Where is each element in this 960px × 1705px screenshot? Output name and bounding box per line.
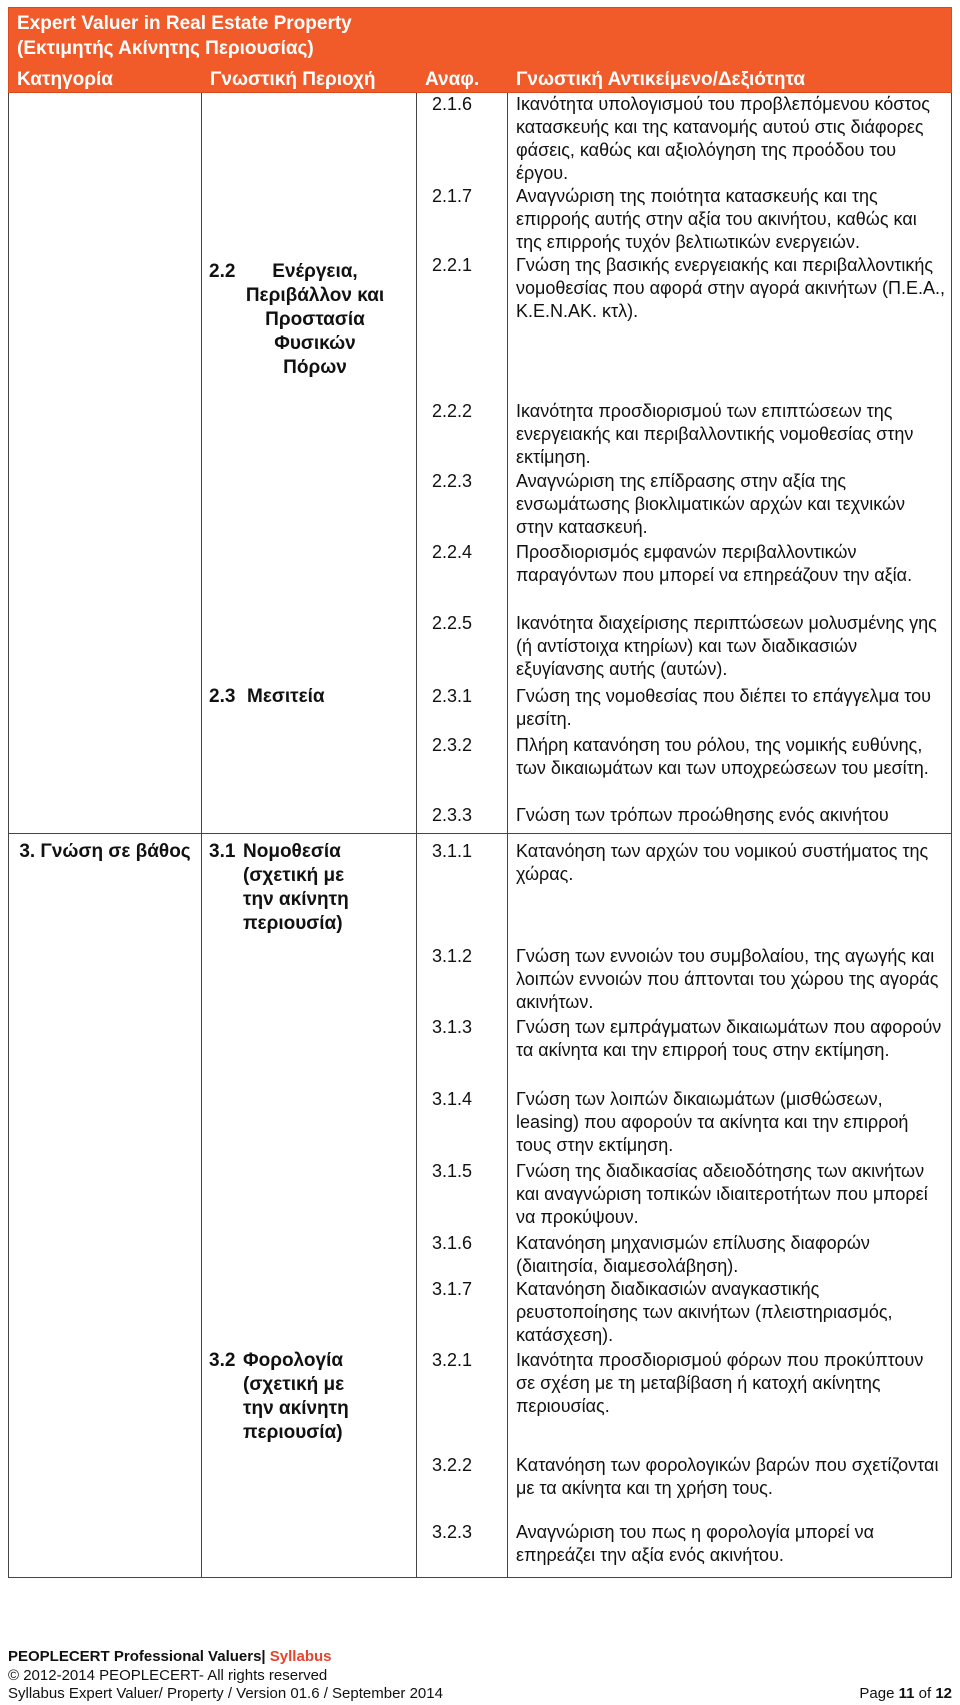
column-header-category: Κατηγορία — [17, 69, 113, 90]
ref-2-1-6: 2.1.6 — [432, 94, 473, 114]
column-header-skill: Γνωστική Αντικείμενο/Δεξιότητα — [516, 69, 806, 90]
ref-3-1-2: 3.1.2 — [432, 946, 473, 966]
area-title: Μεσιτεία — [247, 686, 325, 707]
skill-text: Ικανότητα προσδιορισμού φόρων που προκύπτουν σε σχέση με τη μεταβίβαση ή κατοχή ακίνητης περιουσίας. — [516, 1350, 924, 1416]
column-divider — [507, 93, 508, 1578]
page-number — [859, 1685, 952, 1703]
footer-syllabus-label: Syllabus — [269, 1648, 332, 1665]
document-title-line-2: (Εκτιμητής Ακίνητης Περιουσίας) — [17, 38, 314, 59]
ref-3-2-1: 3.2.1 — [432, 1350, 473, 1370]
skill-text: Γνώση των εννοιών του συμβολαίου, της αγωγής και λοιπών εννοιών που άπτονται του χώρου της αγοράς ακινήτων. — [516, 946, 939, 1012]
category-divider — [8, 833, 952, 834]
page-current: 11 — [898, 1685, 915, 1702]
area-title: Ενέργεια, Περιβάλλον και Προστασία Φυσικών Πόρων — [245, 261, 385, 378]
skill-text: Γνώση των εμπράγματων δικαιωμάτων που αφορούν τα ακίνητα και την επιρροή τους στην εκτίμηση. — [516, 1017, 942, 1060]
ref-3-1-7: 3.1.7 — [432, 1279, 473, 1299]
skill-text: Γνώση των τρόπων προώθησης ενός ακινήτου — [516, 805, 889, 825]
skill-text: Αναγνώριση της επίδρασης στην αξία της ενσωμάτωσης βιοκλιματικών αρχών και τεχνικών στην κατασκευή. — [516, 471, 906, 537]
area-2-2 — [209, 260, 409, 385]
area-number: 3.2 — [209, 1350, 236, 1371]
area-2-3 — [209, 685, 409, 715]
table-border-bottom — [8, 1577, 952, 1578]
ref-3-1-4: 3.1.4 — [432, 1089, 473, 1109]
skill-text: Πλήρη κατανόηση του ρόλου, της νομικής ευθύνης, των δικαιωμάτων και των υποχρεώσεων του μεσίτη. — [516, 735, 929, 778]
skill-text: Προσδιορισμός εμφανών περιβαλλοντικών παραγόντων που μπορεί να επηρεάζουν την αξία. — [516, 542, 913, 585]
skill-text: Κατανόηση μηχανισμών επίλυσης διαφορών (διαιτησία, διαμεσολάβηση). — [516, 1233, 870, 1276]
ref-3-1-3: 3.1.3 — [432, 1017, 473, 1037]
footer-version: Syllabus Expert Valuer/ Property / Version 01.6 / September 2014 — [8, 1685, 443, 1702]
document-title-line-1: Expert Valuer in Real Estate Property — [17, 13, 352, 34]
ref-3-1-1: 3.1.1 — [432, 841, 473, 861]
ref-2-2-1: 2.2.1 — [432, 255, 473, 275]
skill-text: Ικανότητα υπολογισμού του προβλεπόμενου κόστος κατασκευής και της κατανομής αυτού στις διάφορες φάσεις, καθώς και αξιολόγηση της προόδου του έργου. — [516, 94, 930, 183]
skill-text: Ικανότητα διαχείρισης περιπτώσεων μολυσμένης γης (ή αντίστοιχα κτηρίων) και των διαδικασιών εξυγίανσης αυτής (αυτών). — [516, 613, 937, 679]
ref-2-2-4: 2.2.4 — [432, 542, 473, 562]
column-divider — [416, 93, 417, 1578]
skill-text: Αναγνώριση του πως η φορολογία μπορεί να επηρεάζει την αξία ενός ακινήτου. — [516, 1522, 875, 1565]
document-title — [17, 11, 352, 61]
ref-3-1-6: 3.1.6 — [432, 1233, 473, 1253]
skill-text: Κατανόηση διαδικασιών αναγκαστικής ρευστοποίησης των ακινήτων (πλειστηριασμός, κατάσχεση). — [516, 1279, 893, 1345]
area-number: 3.1 — [209, 841, 236, 862]
table-border-right — [951, 93, 952, 1578]
footer-copyright: © 2012-2014 PEOPLECERT- All rights reserved — [8, 1667, 328, 1684]
skill-text: Γνώση της διαδικασίας αδειοδότησης των ακινήτων και αναγνώριση τοπικών ιδιαιτεροτήτων που μπορεί να προκύψουν. — [516, 1161, 928, 1227]
ref-2-2-5: 2.2.5 — [432, 613, 473, 633]
page-of: of — [914, 1685, 936, 1702]
ref-3-2-2: 3.2.2 — [432, 1455, 473, 1475]
category-3-label: 3. Γνώση σε βάθος — [19, 841, 191, 862]
page-label: Page — [859, 1685, 899, 1702]
area-number: 2.2 — [209, 261, 236, 282]
area-title: Νομοθεσία (σχετική με την ακίνητη περιουσία) — [243, 841, 349, 934]
column-header-area: Γνωστική Περιοχή — [210, 69, 376, 90]
area-number: 2.3 — [209, 686, 236, 707]
skill-text: Ικανότητα προσδιορισμού των επιπτώσεων της ενεργειακής και περιβαλλοντικής νομοθεσίας στην εκτίμηση. — [516, 401, 914, 467]
skill-text: Αναγνώριση της ποιότητα κατασκευής και της επιρροής αυτής στην αξία του ακινήτου, καθώς και της επιρροής τυχόν βελτιωτικών ενεργειών. — [516, 186, 917, 252]
area-3-2 — [209, 1349, 409, 1449]
ref-2-3-2: 2.3.2 — [432, 735, 473, 755]
page-total: 12 — [935, 1685, 952, 1702]
syllabus-table — [8, 93, 952, 1578]
skill-text: Γνώση των λοιπών δικαιωμάτων (μισθώσεων, leasing) που αφορούν τα ακίνητα και την επιρροή τους στην εκτίμηση. — [516, 1089, 909, 1155]
area-title: Φορολογία (σχετική με την ακίνητη περιουσία) — [243, 1350, 349, 1443]
skill-text: Γνώση της βασικής ενεργειακής και περιβαλλοντικής νομοθεσίας που αφορά στην αγορά ακινήτων (Π.Ε.Α., Κ.Ε.Ν.ΑΚ. κτλ). — [516, 255, 946, 321]
column-header-ref: Αναφ. — [425, 69, 480, 90]
skill-text: Κατανόηση των φορολογικών βαρών που σχετίζονται με τα ακίνητα και τη χρήση τους. — [516, 1455, 939, 1498]
footer-brand-name: PEOPLECERT Professional Valuers — [8, 1648, 262, 1665]
area-3-1 — [209, 840, 409, 940]
ref-2-2-2: 2.2.2 — [432, 401, 473, 421]
ref-2-3-3: 2.3.3 — [432, 805, 473, 825]
ref-2-2-3: 2.2.3 — [432, 471, 473, 491]
ref-3-2-3: 3.2.3 — [432, 1522, 473, 1542]
ref-2-3-1: 2.3.1 — [432, 686, 473, 706]
skill-text: Γνώση της νομοθεσίας που διέπει το επάγγελμα του μεσίτη. — [516, 686, 931, 729]
footer-brand — [8, 1648, 332, 1666]
skill-text: Κατανόηση των αρχών του νομικού συστήματος της χώρας. — [516, 841, 929, 884]
footer-separator: | — [261, 1648, 270, 1665]
ref-3-1-5: 3.1.5 — [432, 1161, 473, 1181]
ref-2-1-7: 2.1.7 — [432, 186, 473, 206]
column-divider — [201, 93, 202, 1578]
table-header-band — [8, 7, 952, 93]
table-border-left — [8, 93, 9, 1578]
